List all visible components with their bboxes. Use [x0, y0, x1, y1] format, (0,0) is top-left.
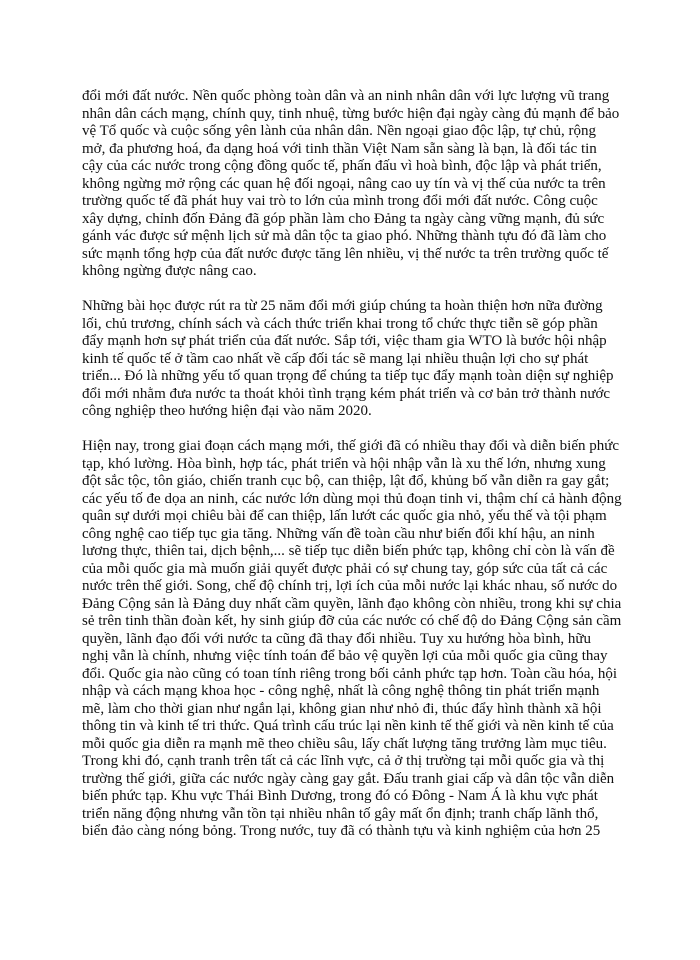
text-line: biến phức tạp. Khu vực Thái Bình Dương, trong đó có Đông - Nam Á là khu vực phát	[82, 788, 598, 804]
text-line: nước trên thế giới. Song, chế độ chính trị, lợi ích của mỗi nước lại khác nhau, số nước do	[82, 578, 618, 594]
text-line: vệ Tổ quốc và cuộc sống yên lành của nhân dân. Nền ngoại giao độc lập, tự chủ, rộng	[82, 123, 596, 139]
text-line: nhân dân cách mạng, chính quy, tinh nhuệ, từng bước hiện đại ngày càng đủ mạnh để bảo	[82, 105, 620, 122]
text-line: triển năng động nhưng vẫn tồn tại nhiều nhân tố gây mất ổn định; tranh chấp lãnh thổ,	[82, 805, 599, 822]
text-line: quân sự dưới mọi chiêu bài để can thiệp, lấn lướt các quốc gia nhỏ, yếu thế và tội phạm	[82, 508, 607, 524]
text-line: nhập và cách mạng khoa học - công nghệ, nhất là công nghệ thông tin phát triển mạnh	[82, 683, 600, 699]
text-line: gánh vác được sứ mệnh lịch sử mà dân tộc ta giao phó. Những thành tựu đó đã làm cho	[82, 228, 607, 244]
text-line: tạp, khó lường. Hòa bình, hợp tác, phát triển và hội nhập vẫn là xu thế lớn, nhưng xung	[82, 455, 606, 472]
text-line: các yếu tố đe dọa an ninh, các nước lớn dùng mọi thủ đoạn tinh vi, thậm chí cả hành động	[82, 490, 622, 507]
text-line: đổi mới đất nước. Nền quốc phòng toàn dân và an ninh nhân dân với lực lượng vũ trang	[82, 88, 610, 104]
text-line: lương thực, thiên tai, dịch bệnh,... sẽ tiếp tục diễn biến phức tạp, không chỉ còn là vấn đề	[82, 543, 615, 559]
paragraph	[82, 298, 642, 421]
text-line: thông tin và kinh tế tri thức. Quá trình cấu trúc lại nền kinh tế thế giới và nền kinh tế của	[82, 718, 614, 734]
text-line: đột sắc tộc, tôn giáo, chiến tranh cục bộ, can thiệp, lật đổ, khủng bố vẫn diễn ra gay gắt;	[82, 473, 610, 489]
text-line: sẻ trên tinh thần đoàn kết, hy sinh giúp đỡ của các nước có chế độ do Đảng Cộng sản cầm	[82, 613, 622, 629]
text-line: xây dựng, chỉnh đốn Đảng đã góp phần làm cho Đảng ta ngày càng vững mạnh, đủ sức	[82, 210, 605, 227]
text-line: biển đảo càng nóng bỏng. Trong nước, tuy đã có thành tựu và kinh nghiệm của hơn 25	[82, 823, 601, 839]
document-page	[82, 88, 642, 858]
text-line: sức mạnh tổng hợp của đất nước được tăng lên nhiều, vị thế nước ta trên trường quốc tế	[82, 245, 609, 262]
text-line: trường quốc tế đã phát huy vai trò to lớn của mình trong đổi mới đất nước. Công cuộc	[82, 193, 598, 209]
text-line: triển... Đó là những yếu tố quan trọng để chúng ta tiếp tục đẩy mạnh toàn diện sự nghiệp	[82, 368, 614, 384]
text-line: trường thế giới, giữa các nước ngày càng gay gắt. Đấu tranh giai cấp và dân tộc vẫn diễn	[82, 770, 615, 787]
text-line: không ngừng được nâng cao.	[82, 263, 257, 279]
text-line: của mỗi quốc gia mà muốn giải quyết được phải có sự chung tay, góp sức của tất cả các	[82, 560, 608, 577]
paragraph	[82, 438, 642, 841]
text-line: mở, đa phương hoá, đa dạng hoá với tinh thần Việt Nam sẵn sàng là bạn, là đối tác tin	[82, 140, 597, 157]
text-line: đổi mới nhằm đưa nước ta thoát khỏi tình trạng kém phát triển và cơ bản trở thành nước	[82, 385, 611, 402]
text-line: công nghiệp theo hướng hiện đại vào năm 2020.	[82, 403, 372, 419]
text-line: lối, chủ trương, chính sách và cách thức triển khai trong tổ chức thực tiễn sẽ góp phần	[82, 315, 598, 332]
text-line: Đảng Cộng sản là Đảng duy nhất cầm quyền, lãnh đạo không còn nhiều, trong khi sự chia	[82, 595, 622, 612]
text-line: công nghệ cao tiếp tục gia tăng. Những vấn đề toàn cầu như biến đổi khí hậu, an ninh	[82, 525, 595, 542]
text-line: đổi. Quốc gia nào cũng có toan tính riêng trong bối cảnh phức tạp hơn. Toàn cầu hóa, hội	[82, 665, 618, 682]
text-line: mẽ, làm cho thời gian như ngắn lại, không gian như nhỏ đi, thúc đẩy hình thành xã hội	[82, 700, 602, 717]
text-line: quyền, lãnh đạo đối với nước ta cũng đã thay đổi nhiều. Tuy xu hướng hòa bình, hữu	[82, 630, 591, 647]
text-line: Trong khi đó, cạnh tranh trên tất cả các lĩnh vực, cả ở thị trường tại mỗi quốc gia và thị	[82, 753, 605, 769]
text-line: Hiện nay, trong giai đoạn cách mạng mới, thế giới đã có nhiều thay đổi và diễn biến phức	[82, 438, 620, 454]
text-line: cậy của các nước trong cộng đồng quốc tế, phấn đấu vì hoà bình, độc lập và phát triển,	[82, 158, 602, 174]
text-line: kinh tế quốc tế ở tầm cao nhất về cấp đối tác sẽ mang lại nhiều thuận lợi cho sự phát	[82, 350, 589, 367]
text-line: nghị vẫn là chính, nhưng việc tính toán để bảo vệ quyền lợi của mỗi quốc gia cũng thay	[82, 648, 608, 664]
paragraph	[82, 88, 642, 281]
text-line: mỗi quốc gia diễn ra mạnh mẽ theo chiều sâu, lấy chất lượng tăng trưởng làm mục tiêu.	[82, 735, 607, 752]
text-line: không ngừng mở rộng các quan hệ đối ngoại, nâng cao uy tín và vị thế của nước ta trên	[82, 175, 606, 192]
text-line: đẩy mạnh hơn sự phát triển của đất nước. Sắp tới, việc tham gia WTO là bước hội nhập	[82, 333, 607, 349]
text-line: Những bài học được rút ra từ 25 năm đổi mới giúp chúng ta hoàn thiện hơn nữa đường	[82, 298, 603, 314]
